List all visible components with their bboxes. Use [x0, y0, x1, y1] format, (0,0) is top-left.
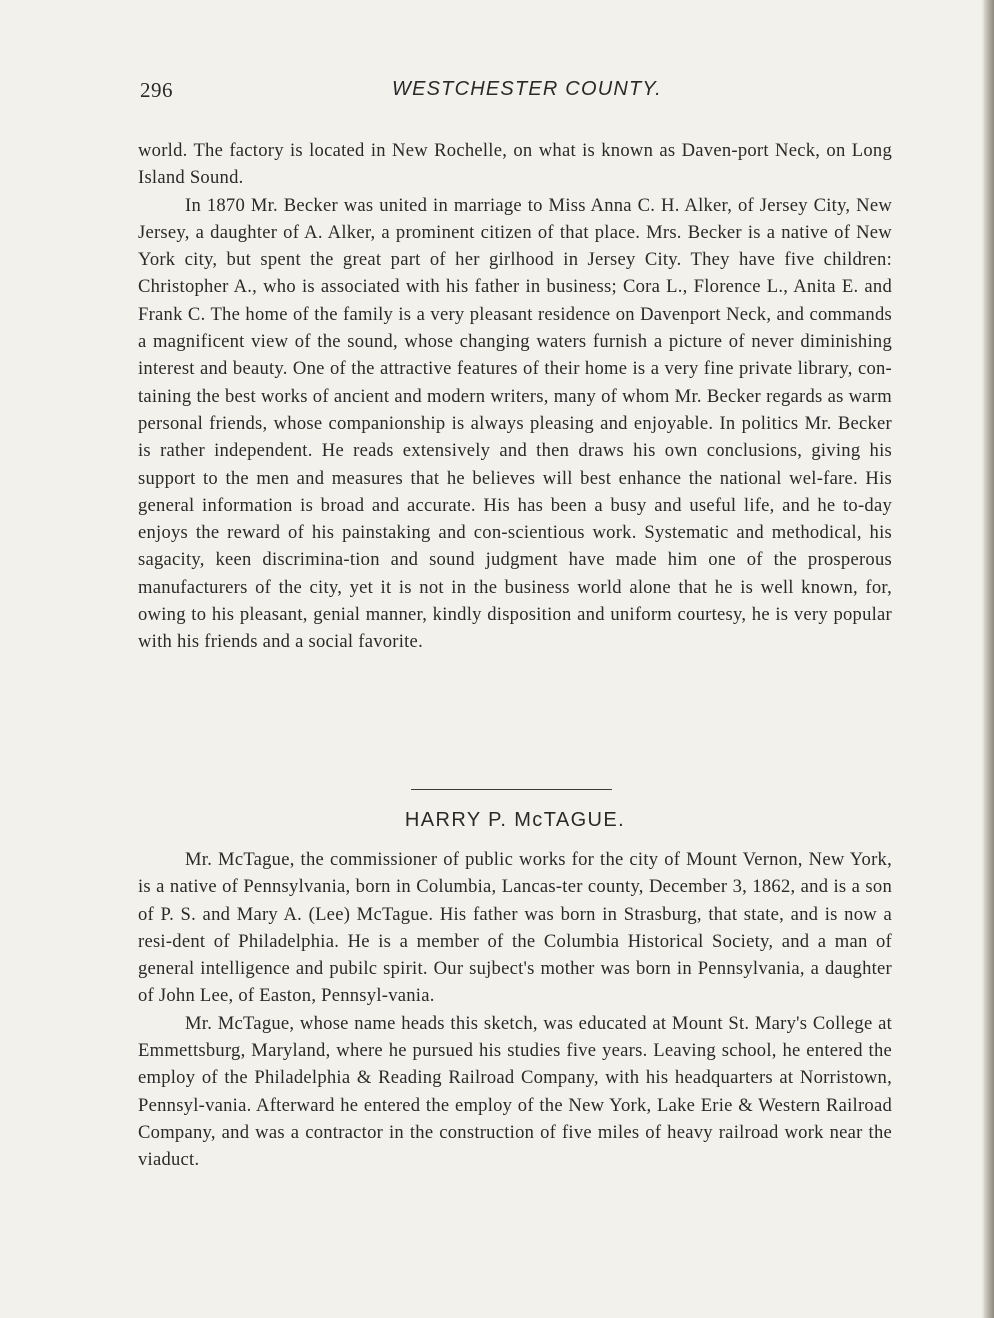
page-edge	[984, 0, 994, 1318]
paragraph: Mr. McTague, whose name heads this sketch, was educated at Mount St. Mary's College at Emmettsburg, Maryland, where he pursued his studies five years. Leaving school, he entered the employ of the Philadelphia & Reading Railroad Company, with his headquarters at Norristown, Pennsyl-vania. Afterward he entered the employ of the New York, Lake Erie & Western Railroad Company, and was a contractor in the construction of five miles of heavy railroad work near the viaduct.	[138, 1012, 892, 1171]
paragraph: In 1870 Mr. Becker was united in marriage to Miss Anna C. H. Alker, of Jersey City, New Jersey, a daughter of A. Alker, a prominent citizen of that place. Mrs. Becker is a native of New York city, but spent the great part of her girlhood in Jersey City. They have five children: Christopher A., who is associated with his father in business; Cora L., Florence L., Anita E. and Frank C. The home of the family is a very pleasant residence on Davenport Neck, and commands a magnificent view of the sound, whose changing waters furnish a picture of never diminishing interest and beauty. One of the attractive features of their home is a very fine private library, con-taining the best works of ancient and modern writers, many of whom Mr. Becker regards as warm personal friends, whose companionship is always pleasing and enjoyable. In politics Mr. Becker is rather independent. He reads extensively and then draws his own conclusions, giving his support to the men and measures that he believes will best enhance the national wel-fare. His general information is broad and accurate. His has been a busy and useful life, and he to-day enjoys the reward of his painstaking and con-scientious work. Systematic and methodical, his sagacity, keen discrimina-tion and sound judgment have made him one of the prosperous manufacturers of the city, yet it is not in the business world alone that he is well known, for, owing to his pleasant, genial manner, kindly disposition and uniform courtesy, he is very popular with his friends and a social favorite.	[138, 194, 892, 653]
paragraph: world. The factory is located in New Rochelle, on what is known as Daven-port Neck, on Long Island Sound.	[138, 140, 892, 189]
running-title: WESTCHESTER COUNTY.	[392, 78, 662, 100]
running-head	[138, 78, 894, 106]
section-heading: HARRY P. McTAGUE.	[404, 809, 626, 831]
body-text-continued	[138, 137, 892, 656]
body-text-mctague	[138, 846, 892, 1174]
section-divider	[411, 789, 612, 790]
page-number: 296	[140, 78, 173, 102]
paragraph: Mr. McTague, the commissioner of public works for the city of Mount Vernon, New York, is a native of Pennsylvania, born in Columbia, Lancas-ter county, December 3, 1862, and is a son of P. S. and Mary A. (Lee) McTague. His father was born in Strasburg, that state, and is now a resi-dent of Philadelphia. He is a member of the Columbia Historical Society, and a man of general intelligence and pubilc spirit. Our sujbect's mother was born in Pennsylvania, a daughter of John Lee, of Easton, Pennsyl-vania.	[138, 849, 892, 1007]
